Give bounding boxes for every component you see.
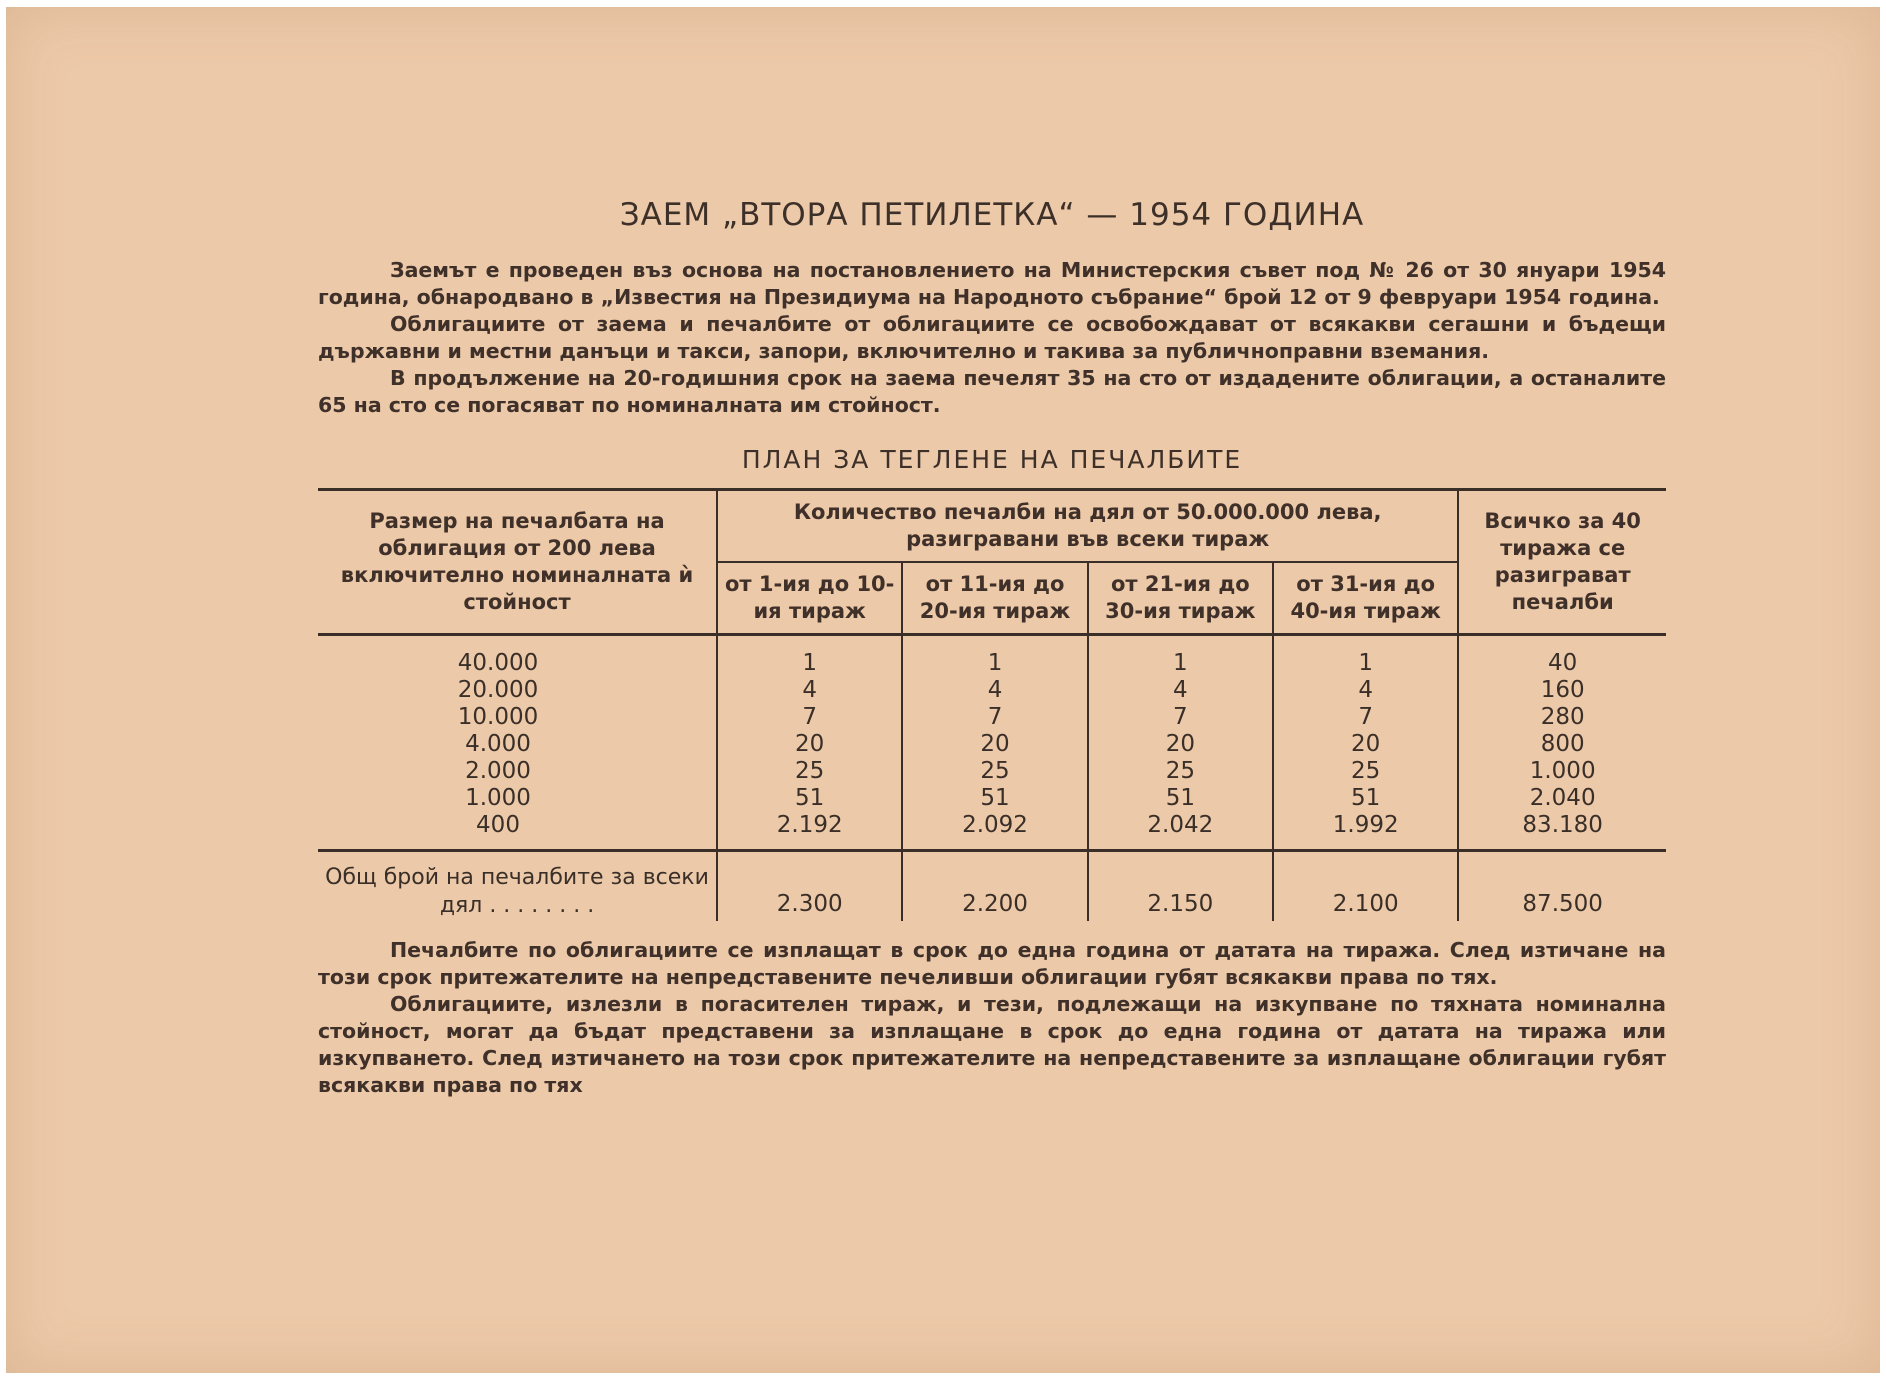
prize-size-cell: 1.000: [465, 785, 531, 811]
count-cell: 25: [795, 758, 825, 784]
count-cell: 2.092: [962, 812, 1028, 838]
total-cell: 800: [1540, 731, 1585, 757]
summary-value-2: 2.200: [902, 851, 1087, 921]
total-cell: 160: [1540, 677, 1585, 703]
summary-value-total: 87.500: [1458, 851, 1666, 921]
count-cell: 1: [987, 650, 1003, 676]
count-cell: 7: [987, 704, 1003, 730]
range-header-3: от 21-ия до 30-ия тираж: [1088, 562, 1273, 635]
count-cell: 20: [980, 731, 1010, 757]
summary-value-1: 2.300: [717, 851, 902, 921]
prize-size-column: [318, 635, 717, 851]
count-cell: 2.042: [1147, 812, 1214, 838]
intro-paragraph-3: В продължение на 20-годишния срок на заема печелят 35 на сто от издадените облигации, а останалите 65 на сто се погасяват по номиналната им стойност.: [318, 366, 1666, 417]
closing-paragraph-1: Печалбите по облигациите се изплащат в срок до една година от датата на тиража. След изтичане на този срок притежателите на непредставените печеливши облигации губят всякакви права по тях.: [318, 937, 1666, 989]
total-cell: 83.180: [1522, 812, 1603, 838]
count-cell: 25: [1165, 758, 1195, 784]
range-header-2: от 11-ия до 20-ия тираж: [902, 562, 1087, 635]
range-header-1: от 1-ия до 10-ия тираж: [717, 562, 902, 635]
count-cell: 7: [1358, 704, 1373, 730]
range-column-4: [1273, 635, 1458, 851]
total-cell: 2.040: [1529, 785, 1596, 811]
count-cell: 2.192: [776, 812, 843, 838]
plan-title: ПЛАН ЗА ТЕГЛЕНЕ НА ПЕЧАЛБИТЕ: [741, 445, 1243, 474]
closing-paragraph-2: Облигациите, излезли в погасителен тираж, и тези, подлежащи на изкупване по тяхната номинална стойност, могат да бъдат представени за изплащане в срок до една година от датата на тиража или изкупването. След изтичането на този срок притежателите на непредставените за изплащане облигации губят всякакви права по тях: [318, 991, 1666, 1097]
intro-paragraph-1: Заемът е проведен въз основа на постановлението на Министерския съвет под № 26 от 30 януари 1954 година, обнародвано в „Известия на Президиума на Народното събрание“ брой 12 от 9 февруари 1954 година.: [318, 258, 1666, 309]
count-cell: 51: [1351, 785, 1381, 811]
count-cell: 25: [1351, 758, 1381, 784]
total-cell: 1.000: [1529, 758, 1596, 784]
count-cell: 4: [1358, 677, 1373, 703]
range-column-3: [1088, 635, 1273, 851]
count-cell: 51: [980, 785, 1010, 811]
prize-size-cell: 400: [476, 812, 520, 838]
prize-size-cell: 4.000: [465, 731, 531, 757]
prize-size-cell: 10.000: [457, 704, 539, 730]
count-cell: 25: [980, 758, 1010, 784]
count-cell: 20: [795, 731, 825, 757]
count-cell: 4: [987, 677, 1003, 703]
total-cell: 280: [1540, 704, 1585, 730]
count-cell: 51: [795, 785, 825, 811]
summary-label: Общ брой на печалбите за всеки дял . . . . . . . .: [318, 851, 717, 921]
count-cell: 1: [1173, 650, 1188, 676]
document-content: [318, 197, 1666, 1099]
count-cell: 51: [1165, 785, 1195, 811]
totals-column: [1458, 635, 1666, 851]
total-cell: 40: [1548, 650, 1578, 676]
count-cell: 4: [1173, 677, 1188, 703]
total-header: Всичко за 40 тиража се разиграват печалби: [1458, 490, 1666, 635]
count-cell: 20: [1165, 731, 1195, 757]
count-cell: 7: [802, 704, 818, 730]
count-cell: 20: [1351, 731, 1381, 757]
prize-size-cell: 2.000: [465, 758, 531, 784]
prize-size-cell: 40.000: [457, 650, 539, 676]
prize-plan-table: [318, 488, 1666, 921]
count-cell: 4: [802, 677, 818, 703]
summary-value-3: 2.150: [1088, 851, 1273, 921]
document-sheet: [6, 7, 1880, 1373]
summary-value-4: 2.100: [1273, 851, 1458, 921]
prize-size-header: Размер на печалбата на облигация от 200 лева включително номиналната ѝ стойност: [318, 490, 717, 635]
count-cell: 7: [1173, 704, 1188, 730]
table-row: [318, 635, 1666, 851]
range-column-2: [902, 635, 1087, 851]
summary-row: [318, 851, 1666, 921]
range-column-1: [717, 635, 902, 851]
range-header-4: от 31-ия до 40-ия тираж: [1273, 562, 1458, 635]
count-cell: 1: [802, 650, 818, 676]
prize-size-cell: 20.000: [457, 677, 539, 703]
count-cell: 1.992: [1332, 812, 1399, 838]
count-cell: 1: [1358, 650, 1373, 676]
group-header: Количество печалби на дял от 50.000.000 лева, разигравани във всеки тираж: [717, 490, 1458, 563]
document-title: ЗАЕМ „ВТОРА ПЕТИЛЕТКА“ — 1954 ГОДИНА: [619, 197, 1365, 233]
intro-paragraph-2: Облигациите от заема и печалбите от облигациите се освобождават от всякакви сегашни и бъдещи държавни и местни данъци и такси, запори, включително и такива за публичноправни вземания.: [318, 312, 1666, 363]
